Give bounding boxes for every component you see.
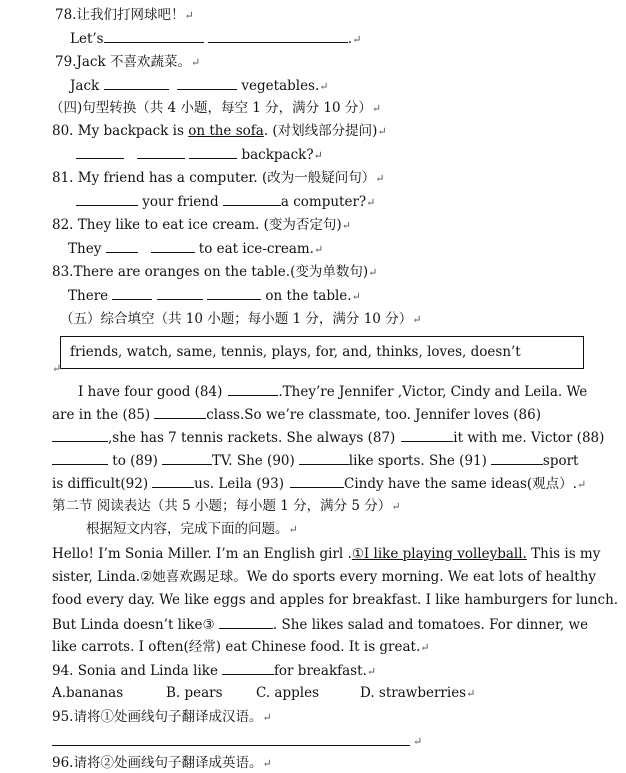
answer-blank[interactable] [106, 239, 138, 253]
answer-blank[interactable] [290, 474, 344, 488]
answer-blank[interactable] [152, 474, 194, 488]
passage-line-2: sister, Linda.②她喜欢踢足球。We do sports every morning. We eat lots of healthy [52, 569, 597, 585]
answer-blank[interactable] [491, 451, 543, 465]
question-83-answer-line: There on the table.↵ [68, 288, 361, 304]
answer-blank[interactable] [76, 145, 124, 159]
question-82-answer-line: They to eat ice-cream.↵ [68, 241, 324, 257]
answer-blank[interactable] [223, 192, 281, 206]
question-81: 81. My friend has a computer. (改为一般疑问句）↵ [52, 170, 385, 186]
answer-blank[interactable] [207, 286, 261, 300]
answer-blank[interactable] [104, 76, 169, 90]
question-94-option-a[interactable]: A.bananas [52, 685, 124, 701]
reading-section-heading: 第二节 阅读表达（共 5 小题；每小题 1 分，满分 5 分）↵ [52, 498, 401, 514]
passage-line-1: Hello! I’m Sonia Miller. I’m an English girl .①I like playing volleyball. This is my [52, 546, 601, 562]
answer-blank[interactable] [104, 29, 204, 43]
passage-line-4: But Linda doesn’t like③ . She likes salad and tomatoes. For dinner, we [52, 617, 589, 633]
passage-line-3: food every day. We like eggs and apples for breakfast. I like hamburgers for lunch. [52, 592, 619, 608]
reading-instruction: 根据短文内容，完成下面的问题。↵ [86, 521, 298, 537]
answer-blank[interactable] [162, 451, 212, 465]
answer-blank[interactable] [137, 145, 185, 159]
answer-blank[interactable] [189, 145, 237, 159]
answer-blank[interactable] [299, 451, 349, 465]
question-95: 95.请将①处画线句子翻译成汉语。↵ [52, 709, 272, 725]
section-5-heading: （五）综合填空（共 10 小题；每小题 1 分，满分 10 分）↵ [60, 311, 422, 327]
answer-blank[interactable] [112, 286, 152, 300]
paragraph-mark: ↵ [413, 735, 423, 748]
cloze-line-3: ,she has 7 tennis rackets. She always (87) it with me. Victor (88) [52, 428, 604, 447]
question-83: 83.There are oranges on the table.(变为单数句)↵ [52, 264, 378, 280]
answer-blank[interactable] [76, 192, 138, 206]
answer-blank[interactable] [219, 615, 273, 629]
cloze-line-1: I have four good (84) .They’re Jennifer ,Victor, Cindy and Leila. We [78, 384, 588, 400]
question-94-option-b[interactable]: B. pears [166, 685, 223, 701]
cloze-line-4: to (89) TV. She (90) like sports. She (91) sport [52, 451, 578, 470]
passage-line-5: like carrots. I often(经常) eat Chinese food. It is great.↵ [52, 639, 430, 655]
question-94: 94. Sonia and Linda like for breakfast.↵ [52, 663, 377, 679]
word-bank-box [60, 336, 584, 369]
question-95-answer-line[interactable] [52, 745, 410, 746]
answer-blank[interactable] [228, 382, 278, 396]
answer-blank[interactable] [157, 286, 203, 300]
question-79-answer-line: Jack vegetables.↵ [70, 78, 329, 94]
answer-blank[interactable] [52, 428, 108, 442]
question-80-answer-line: backpack?↵ [76, 145, 323, 165]
answer-blank[interactable] [401, 428, 453, 442]
answer-blank[interactable] [222, 661, 274, 675]
cloze-line-5: is difficult(92) us. Leila (93) Cindy have the same ideas(观点）.↵ [52, 476, 587, 492]
question-80: 80. My backpack is on the sofa. (对划线部分提问)↵ [52, 123, 387, 139]
answer-blank[interactable] [151, 239, 195, 253]
word-bank: friends, watch, same, tennis, plays, for, and, thinks, loves, doesn’t [70, 344, 521, 360]
question-79: 79.Jack 不喜欢蔬菜。↵ [55, 54, 201, 70]
question-82: 82. They like to eat ice cream. (变为否定句)↵ [52, 217, 351, 233]
answer-blank[interactable] [208, 29, 348, 43]
question-94-option-d[interactable]: D. strawberries↵ [360, 685, 476, 701]
answer-blank[interactable] [177, 76, 237, 90]
cloze-line-2: are in the (85) class.So we’re classmate, too. Jennifer loves (86) [52, 407, 542, 423]
question-81-answer-line: your friend a computer?↵ [76, 192, 375, 212]
question-94-option-c[interactable]: C. apples [256, 685, 319, 701]
section-4-heading: （四)句型转换（共 4 小题，每空 1 分，满分 10 分）↵ [50, 100, 382, 116]
question-78: 78.让我们打网球吧！↵ [55, 7, 194, 23]
paragraph-mark: ↵ [52, 362, 62, 375]
question-96: 96.请将②处画线句子翻译成英语。↵ [52, 755, 272, 771]
question-78-answer-line: Let’s .↵ [70, 31, 362, 47]
answer-blank[interactable] [52, 451, 108, 465]
answer-blank[interactable] [154, 405, 206, 419]
